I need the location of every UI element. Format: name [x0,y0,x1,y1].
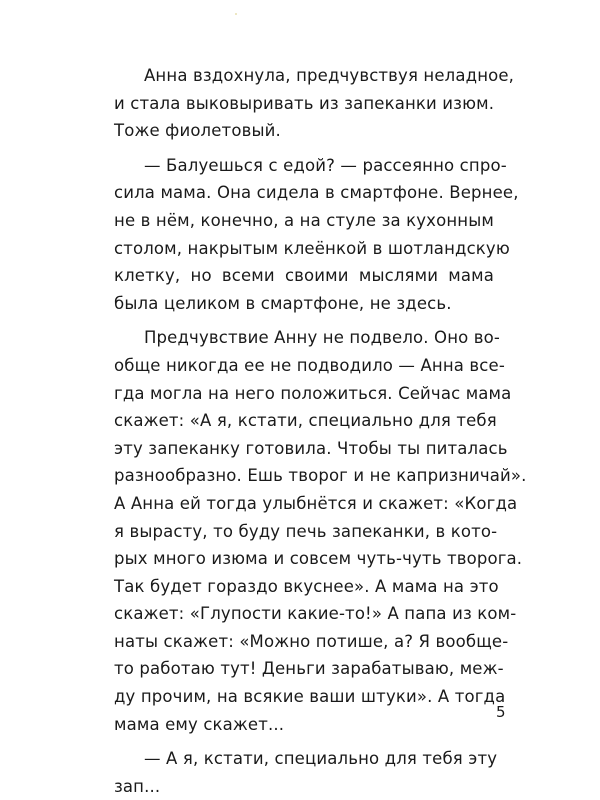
paragraph-4 [114,745,498,800]
paragraph-3 [114,324,527,738]
text-line: рых много изюма и совсем чуть-чуть творога. [114,549,523,569]
text-line: сила мама. Она сидела в смартфоне. Вернее, [114,183,519,203]
text-line: Анна вздохнула, предчувствуя неладное, [144,66,515,85]
paragraph-2 [114,152,519,318]
text-line: столом, накрытым клеёнкой в шотландскую [114,238,510,258]
text-line: Тоже фиолетовый. [114,121,281,141]
text-line: А Анна ей тогда улыбнётся и скажет: «Когда [114,493,518,513]
paper-speck [235,13,237,15]
text-line: гда могла на него положиться. Сейчас мама [114,383,512,403]
text-line: Предчувствие Анну не подвело. Оно во- [144,328,500,348]
text-line: мама ему скажет... [114,714,285,734]
text-line: наты скажет: «Можно потише, а? Я вообще- [114,631,509,651]
text-line: эту запеканку готовила. Чтобы ты питалась [114,438,508,458]
paragraph-1 [114,62,515,145]
text-line: разнообразно. Ешь творог и не капризничай». [114,466,527,486]
text-line: клетку, но всеми своими мыслями мама [114,266,494,286]
text-line: скажет: «Глупости какие-то!» А папа из ком- [114,604,517,624]
text-line: не в нём, конечно, а на стуле за кухонным [114,210,494,230]
text-line: была целиком в смартфоне, не здесь. [114,293,452,313]
text-line: обще никогда ее не подводило — Анна все- [114,355,505,375]
text-line: Так будет гораздо вкуснее». А мама на это [114,576,499,596]
text-line: — А я, кстати, специально для тебя эту [144,749,498,769]
body-text [114,62,527,800]
text-line: — Балуешься с едой? — рассеянно спро- [144,155,507,175]
text-line: то работаю тут! Деньги зарабатываю, меж- [114,659,504,679]
text-line: скажет: «А я, кстати, специально для тебя [114,411,497,431]
text-line: я вырасту, то буду печь запеканки, в кото- [114,521,498,541]
text-line: зап... [114,776,161,796]
text-line: ду прочим, на всякие ваши штуки». А тогда [114,687,506,707]
page-number: 5 [496,703,506,721]
text-line: и стала выковыривать из запеканки изюм. [114,93,495,113]
